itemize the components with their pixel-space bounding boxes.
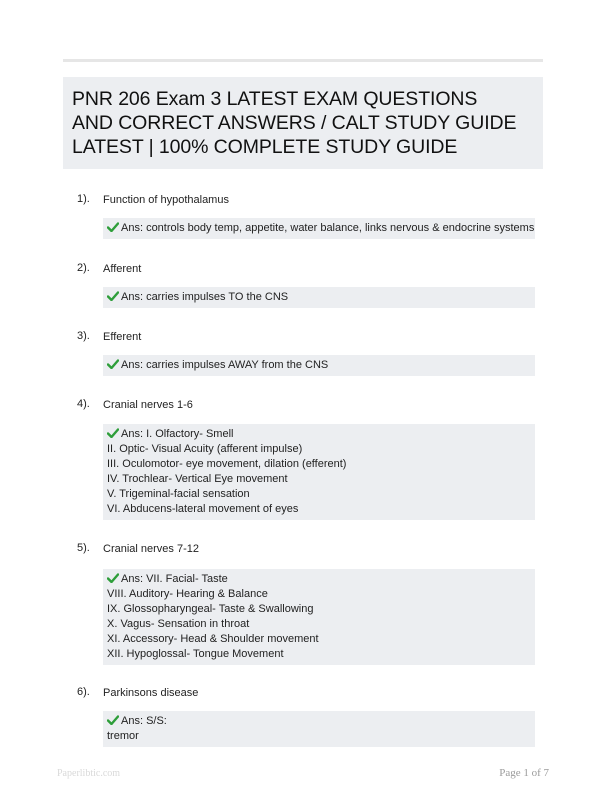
checkmark-icon <box>107 291 119 301</box>
answer-text: Ans: I. Olfactory- Smell <box>121 428 234 440</box>
answer-box <box>103 218 535 239</box>
question-text: Cranial nerves 7-12 <box>103 543 199 555</box>
answer-text: Ans: S/S: <box>121 715 167 727</box>
answer-text: XII. Hypoglossal- Tongue Movement <box>107 648 284 660</box>
answer-box <box>103 569 535 665</box>
checkmark-icon <box>107 573 119 583</box>
question-number: 1). <box>77 193 90 205</box>
checkmark-icon <box>107 222 119 232</box>
answer-text: X. Vagus- Sensation in throat <box>107 618 250 630</box>
checkmark-icon <box>107 359 119 369</box>
answer-line <box>107 358 531 373</box>
document-title: PNR 206 Exam 3 LATEST EXAM QUESTIONS AND CORRECT ANSWERS / CALT STUDY GUIDE LATEST | 100% COMPLETE STUDY GUIDE <box>72 88 517 158</box>
answer-text: XI. Accessory- Head & Shoulder movement <box>107 633 319 645</box>
question-text: Afferent <box>103 263 142 275</box>
answer-text: IV. Trochlear- Vertical Eye movement <box>107 473 288 485</box>
answer-line <box>107 221 535 236</box>
answer-box <box>103 287 535 308</box>
question-number: 5). <box>77 542 90 554</box>
answer-box <box>103 711 535 747</box>
question-text: Function of hypothalamus <box>103 194 229 206</box>
answer-line <box>107 729 531 744</box>
answer-line <box>107 632 531 647</box>
question-text: Parkinsons disease <box>103 687 199 699</box>
footer-watermark: Paperlibtic.com <box>57 768 121 779</box>
question-number: 3). <box>77 330 90 342</box>
question-text: Cranial nerves 1-6 <box>103 399 193 411</box>
answer-line <box>107 647 531 662</box>
answer-text: Ans: controls body temp, appetite, water balance, links nervous & endocrine systems <box>121 222 535 234</box>
answer-text: tremor <box>107 730 139 742</box>
top-divider <box>63 59 543 62</box>
answer-line <box>107 602 531 617</box>
answer-box <box>103 424 535 520</box>
answer-text: Ans: carries impulses TO the CNS <box>121 291 289 303</box>
question-number: 2). <box>77 262 90 274</box>
answer-text: IX. Glossopharyngeal- Taste & Swallowing <box>107 603 314 615</box>
title-banner <box>63 77 543 169</box>
answer-text: Ans: VII. Facial- Taste <box>121 573 228 585</box>
answer-text: III. Oculomotor- eye movement, dilation (efferent) <box>107 458 347 470</box>
question-number: 4). <box>77 398 90 410</box>
answer-line <box>107 427 531 442</box>
answer-text: Ans: carries impulses AWAY from the CNS <box>121 359 329 371</box>
question-text: Efferent <box>103 331 142 343</box>
answer-line <box>107 714 531 729</box>
answer-line <box>107 587 531 602</box>
answer-text: V. Trigeminal-facial sensation <box>107 488 250 500</box>
answer-box <box>103 355 535 376</box>
answer-line <box>107 502 531 517</box>
answer-text: VIII. Auditory- Hearing & Balance <box>107 588 268 600</box>
answer-line <box>107 442 531 457</box>
answer-line <box>107 472 531 487</box>
answer-line <box>107 457 531 472</box>
checkmark-icon <box>107 428 119 438</box>
answer-line <box>107 572 531 587</box>
question-number: 6). <box>77 686 90 698</box>
answer-line <box>107 617 531 632</box>
answer-line <box>107 487 531 502</box>
page-number: Page 1 of 7 <box>499 767 549 779</box>
answer-text: VI. Abducens-lateral movement of eyes <box>107 503 299 515</box>
answer-line <box>107 290 531 305</box>
checkmark-icon <box>107 715 119 725</box>
answer-text: II. Optic- Visual Acuity (afferent impulse) <box>107 443 303 455</box>
